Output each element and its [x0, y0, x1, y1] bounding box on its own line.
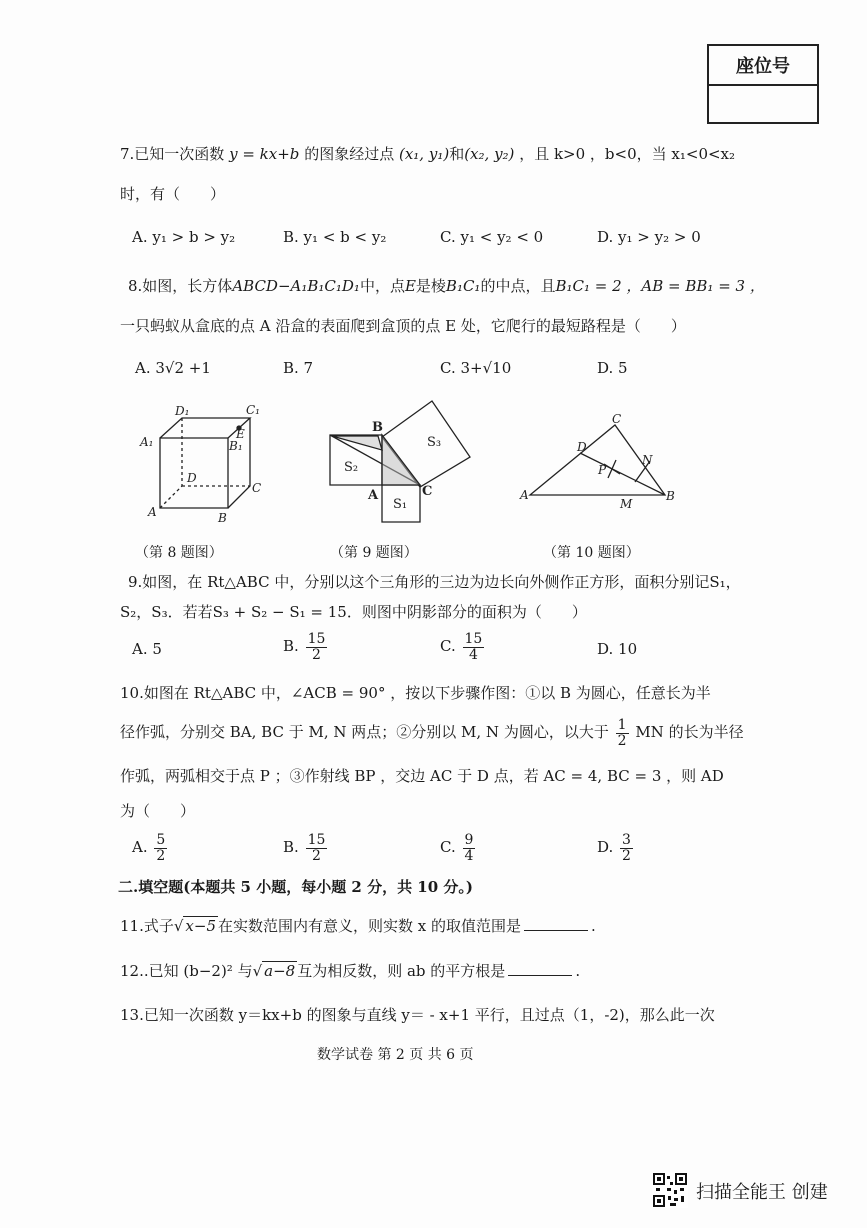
q12: 12..已知 (b−2)² 与√ a−8 互为相反数，则 ab 的平方根是 . [120, 962, 581, 980]
q11: 11.式子√ x−5 在实数范围内有意义，则实数 x 的取值范围是 . [120, 917, 596, 935]
q10-line4: 为（ ） [120, 802, 196, 820]
q10-option-a: A. $\frac{5}{2}$ [132, 832, 166, 864]
fig9-label-c: C [422, 484, 433, 499]
fig10-label-a: A [520, 488, 529, 502]
fig10-label-b: B [666, 489, 675, 503]
q7-option-c: C. y₁ < y₂ < 0 [440, 228, 544, 246]
fig8-label-c1: C₁ [246, 403, 260, 417]
fig8-label-d1: D₁ [175, 404, 190, 418]
seat-number-label: 座位号 [709, 46, 817, 86]
fig10-label-d: D [577, 440, 587, 454]
q10-line2: 径作弧，分别交 BA, BC 于 M, N 两点；②分别以 M, N 为圆心，以大于 $\frac{1}{2}$ MN 的长为半径 [120, 717, 744, 749]
q7-line1: 7.已知一次函数 y = kx+b 的图象经过点 (x₁, y₁)和(x₂, y₂) ，且 k>0 ，b<0，当 x₁<0<x₂ [120, 145, 736, 163]
fig10-label-p: P [598, 463, 607, 477]
q7-line2: 时，有（ ） [120, 185, 226, 203]
fig8-label-a1: A₁ [140, 435, 154, 449]
q11-answer-blank[interactable] [524, 930, 588, 931]
fig9-label-s2: S₂ [344, 460, 359, 475]
q8-option-d: D. 5 [597, 359, 628, 377]
q8-option-b: B. 7 [283, 359, 314, 377]
scanner-watermark: 扫描全能王 创建 [696, 1182, 828, 1203]
fig9-label-s3: S₃ [427, 435, 442, 450]
fig10-label-m: M [620, 497, 633, 511]
fig8-label-d: D [187, 471, 197, 485]
section-2-heading: 二.填空题(本题共 5 小题，每小题 2 分，共 10 分。) [118, 878, 473, 896]
caption-fig9: （第 9 题图） [330, 545, 418, 561]
q8-line1: 8.如图，长方体ABCD−A₁B₁C₁D₁中，点E是棱B₁C₁的中点，且B₁C₁ = 2 ，AB = BB₁ = 3 ， [128, 277, 765, 295]
fig10-label-c: C [612, 412, 622, 426]
fig8-label-b: B [218, 511, 227, 525]
q10-option-d: D. $\frac{3}{2}$ [597, 832, 631, 864]
q9-option-a: A. 5 [132, 640, 162, 658]
fig10-label-n: N [642, 453, 653, 467]
caption-fig10: （第 10 题图） [543, 545, 640, 561]
fig9-label-a: A [368, 488, 379, 503]
qr-code-icon [652, 1172, 688, 1208]
fig8-label-e: E [236, 427, 245, 441]
q12-answer-blank[interactable] [508, 975, 572, 976]
fig8-label-c: C [252, 481, 262, 495]
q9-line1: 9.如图，在 Rt△ABC 中，分别以这个三角形的三边为边长向外侧作正方形，面积分别记S₁， [128, 573, 741, 591]
page-footer: 数学试卷 第 2 页 共 6 页 [317, 1047, 474, 1063]
fig9-label-s1: S₁ [393, 497, 408, 512]
figures-row [120, 400, 800, 535]
q7-option-a: A. y₁ > b > y₂ [132, 228, 236, 246]
q8-option-a: A. 3√2 +1 [135, 359, 211, 377]
q9-option-c: C. $\frac{15}{4}$ [440, 631, 483, 663]
fig8-label-a: A [148, 505, 157, 519]
q10-option-c: C. $\frac{9}{4}$ [440, 832, 474, 864]
q9-line2: S₂，S₃．若若S₃ + S₂ − S₁ = 15．则图中阴影部分的面积为（ ） [120, 603, 587, 621]
q8-line2: 一只蚂蚁从盒底的点 A 沿盒的表面爬到盒顶的点 E 处，它爬行的最短路程是（ ） [120, 317, 686, 335]
seat-number-box [707, 44, 819, 124]
q9-option-d: D. 10 [597, 640, 638, 658]
fig9-label-b: B [372, 420, 383, 435]
q10-line3: 作弧，两弧相交于点 P ；③作射线 BP ，交边 AC 于 D 点，若 AC = 4, BC = 3 ，则 AD [120, 767, 724, 785]
q7-option-b: B. y₁ < b < y₂ [283, 228, 387, 246]
q13-line1: 13.已知一次函数 y＝kx+b 的图象与直线 y＝ - x+1 平行，且过点（1，-2)，那么此一次 [120, 1006, 715, 1024]
q10-option-b: B. $\frac{15}{2}$ [283, 832, 326, 864]
fig8-label-b1: B₁ [229, 439, 243, 453]
caption-fig8: （第 8 题图） [135, 545, 223, 561]
q8-option-c: C. 3+√10 [440, 359, 512, 377]
q7-option-d: D. y₁ > y₂ > 0 [597, 228, 701, 246]
q10-line1: 10.如图在 Rt△ABC 中，∠ACB = 90° ，按以下步骤作图：①以 B 为圆心，任意长为半 [120, 684, 711, 702]
q9-option-b: B. $\frac{15}{2}$ [283, 631, 326, 663]
